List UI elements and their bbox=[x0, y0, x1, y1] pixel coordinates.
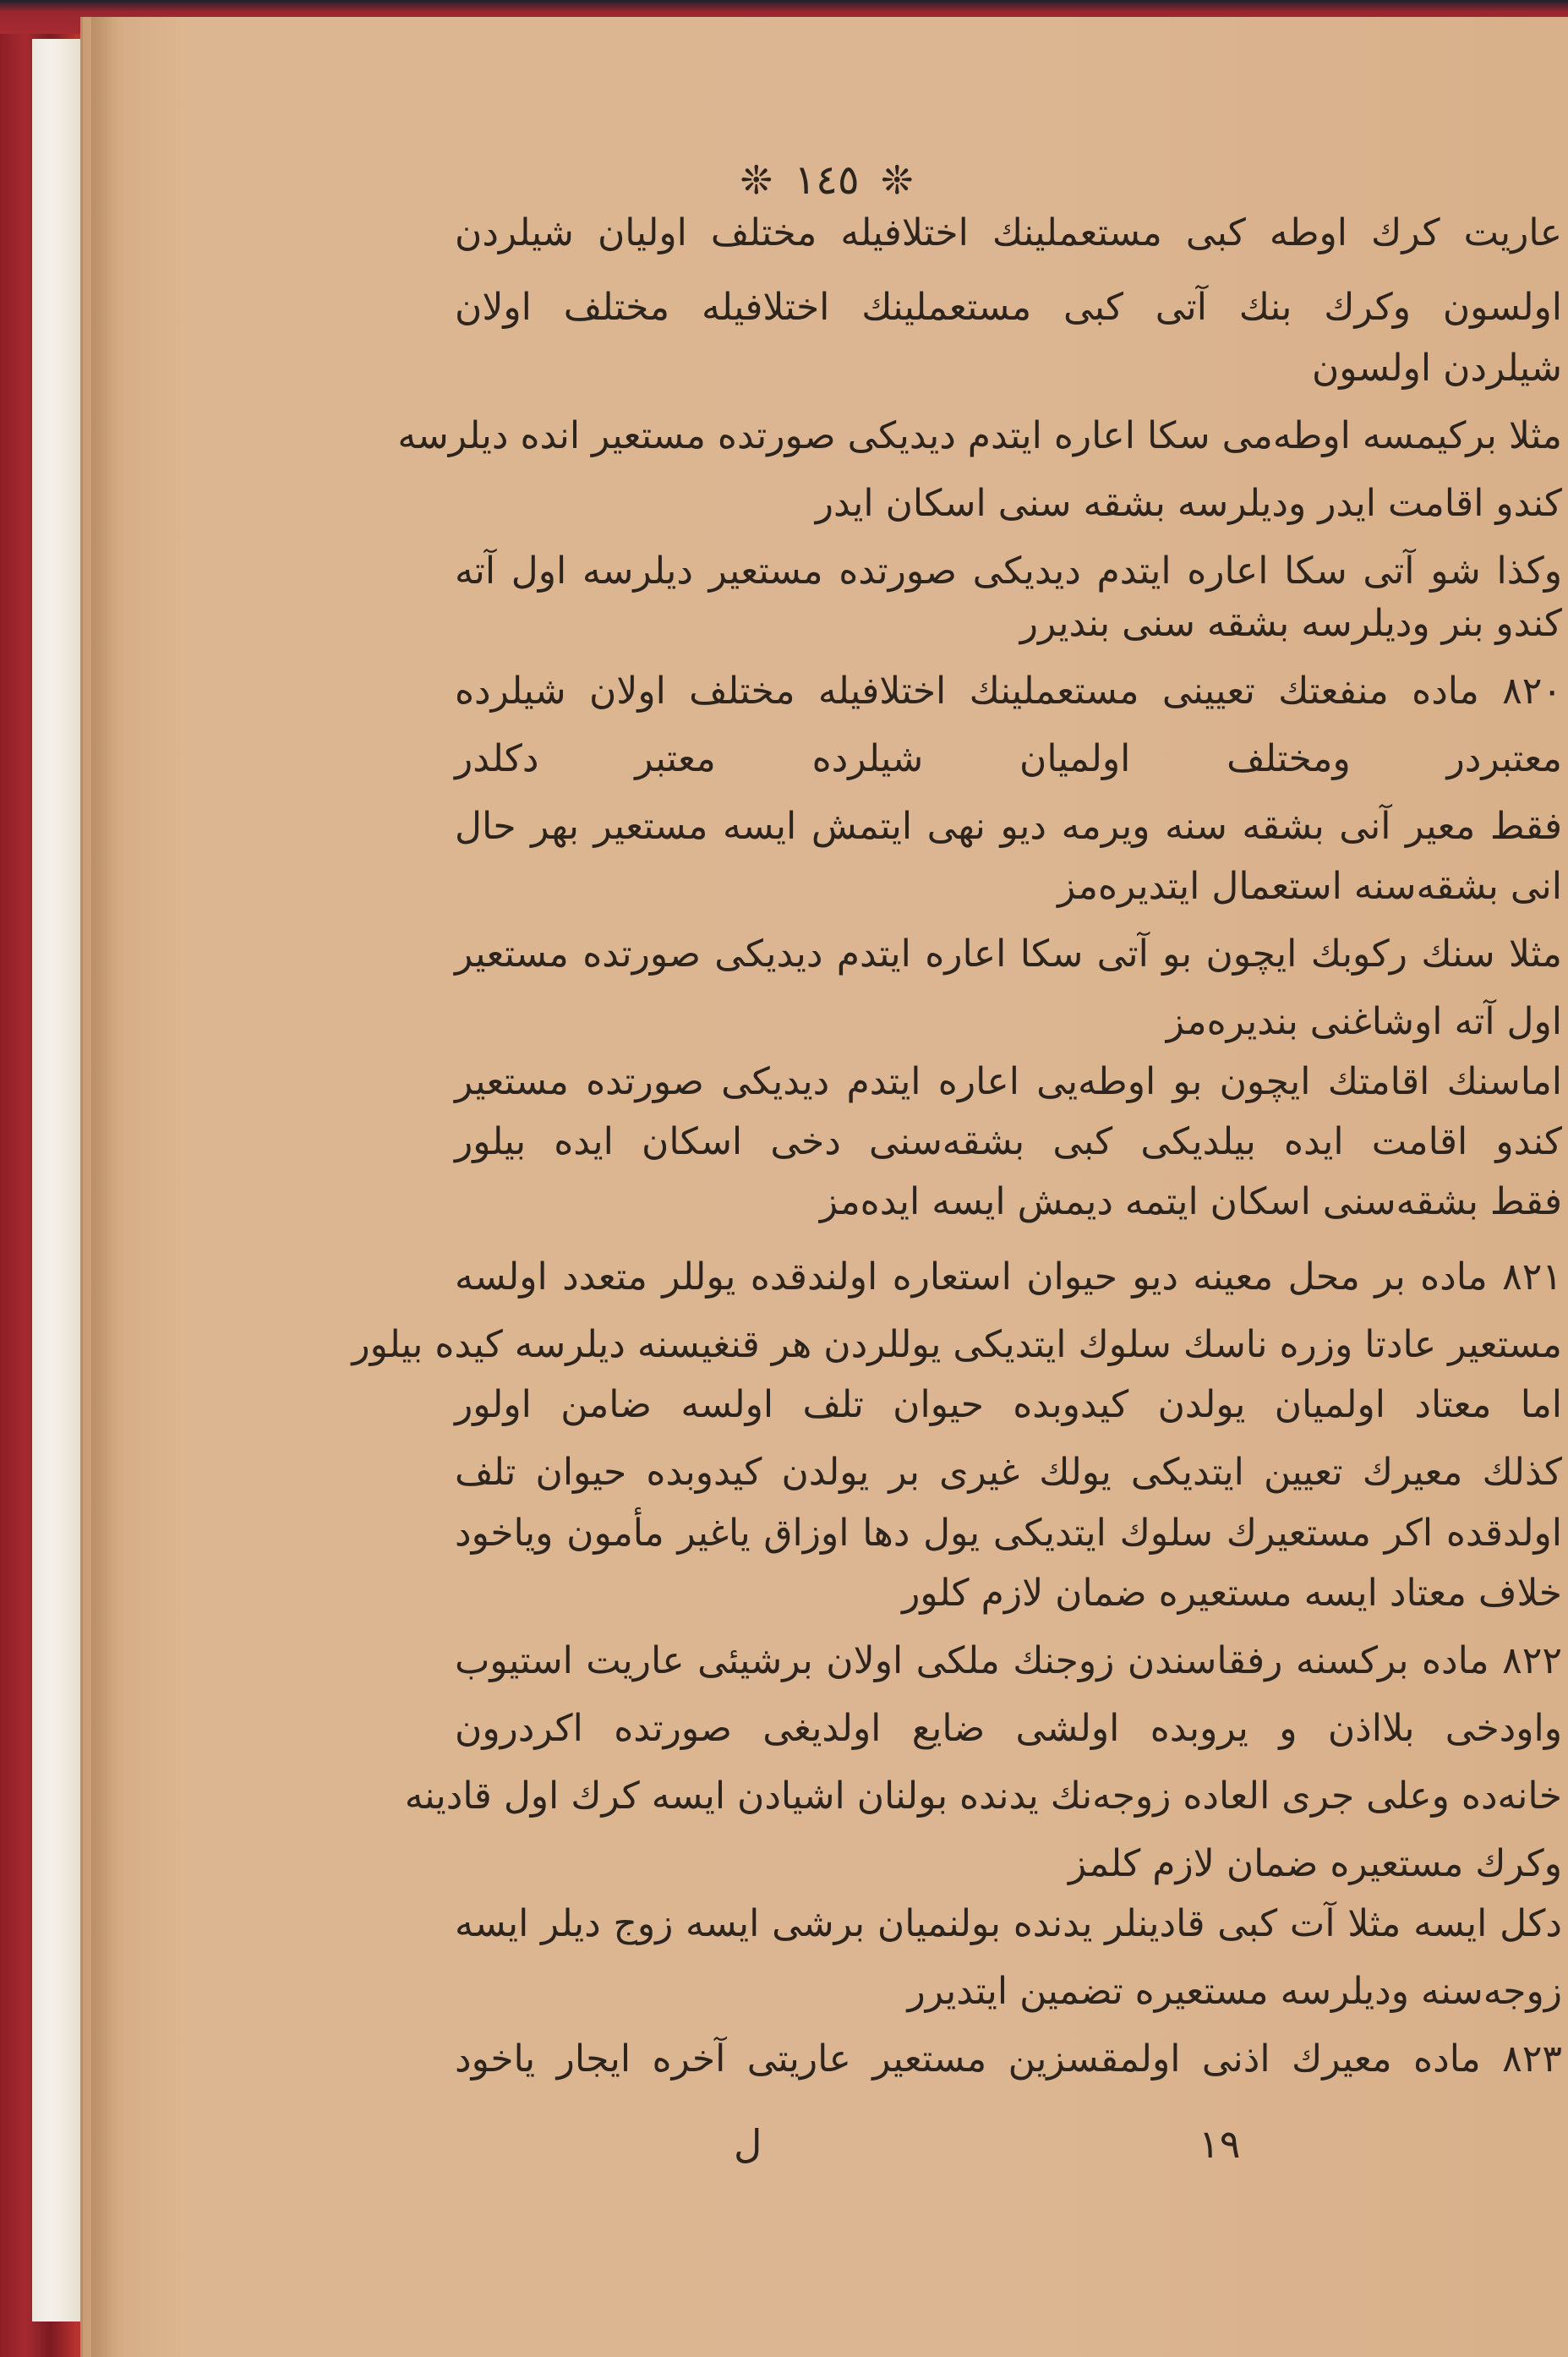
page-header bbox=[83, 156, 1568, 204]
text-line: اول آته اوشاغنی بندیره‌مز bbox=[1166, 1000, 1562, 1043]
text-line: ٨٢٣ ماده معیرك اذنی اولمقسزین مستعیر عاریتی آخره ایجار یاخود bbox=[455, 2037, 1562, 2081]
text-line: مستعیر عادتا وزره ناسك سلوك ایتدیكی یوللردن هر قنغیسنه دیلرسه كیده بیلور bbox=[352, 1323, 1562, 1366]
text-line: معتبردر ومختلف اولمیان شیلرده معتبر دكلدر bbox=[455, 737, 1562, 780]
text-line: واودخی بلااذن و یروبده اولشی ضایع اولدیغی صورتده اكردرون bbox=[455, 1707, 1562, 1750]
text-line: كندو اقامت ایده بیلدیكی كبی بشقه‌سنی دخی اسكان ایده بیلور bbox=[455, 1120, 1562, 1163]
page-edge bbox=[32, 39, 83, 2321]
text-line: وكرك مستعیره ضمان لازم كلمز bbox=[1068, 1842, 1562, 1885]
text-line: كندو بنر ودیلرسه بشقه سنی بندیرر bbox=[1019, 602, 1562, 645]
text-line: عاریت كرك اوطه كبی مستعملینك اختلافیله مختلف اولیان شیلردن bbox=[455, 211, 1562, 254]
text-line: انی بشقه‌سنه استعمال ایتدیره‌مز bbox=[1057, 865, 1562, 908]
text-line: كذلك معیرك تعیین ایتدیكی یولك غیری بر یولدن كیدوبده حیوان تلف bbox=[455, 1451, 1562, 1494]
text-line: اولسون وكرك بنك آتی كبی مستعملینك اختلافیله مختلف اولان bbox=[455, 286, 1562, 329]
text-line: شیلردن اولسون bbox=[1311, 347, 1562, 390]
ornament-left-icon: ❊ bbox=[740, 157, 773, 203]
text-line: مثلا بركیمسه اوطه‌می سكا اعاره ایتدم دیدیكی صورتده مستعیر انده دیلرسه bbox=[397, 414, 1562, 457]
text-line: اولدقده اكر مستعیرك سلوك ایتدیكی یول دها اوزاق یاغیر مأمون ویاخود bbox=[455, 1512, 1562, 1555]
text-line: فقط معیر آنی بشقه سنه ویرمه دیو نهی ایتمش ایسه مستعیر بهر حال bbox=[455, 805, 1562, 848]
text-line: اماسنك اقامتك ایچون بو اوطه‌یی اعاره ایتدم دیدیكی صورتده مستعیر bbox=[455, 1060, 1562, 1103]
text-line: خانه‌ده وعلی جری العاده زوجه‌نك یدنده بولنان اشیادن ایسه كرك اول قادینه bbox=[404, 1775, 1562, 1818]
text-line: ٨٢١ ماده بر محل معینه دیو حیوان استعاره اولندقده یوللر متعدد اولسه bbox=[455, 1255, 1562, 1299]
text-line: ٨٢٠ ماده منفعتك تعیینی مستعملینك اختلافیله مختلف اولان شیلرده bbox=[455, 670, 1562, 713]
text-line: خلاف معتاد ایسه مستعیره ضمان لازم كلور bbox=[902, 1572, 1562, 1615]
page-number: ١٤٥ bbox=[794, 156, 860, 204]
footer-signature-mark: ل bbox=[734, 2121, 762, 2167]
text-line: دكل ایسه مثلا آت كبی قادینلر یدنده بولنمیان برشی ایسه زوج دیلر ایسه bbox=[455, 1902, 1562, 1945]
text-line: كندو اقامت ایدر ودیلرسه بشقه سنی اسكان ایدر bbox=[815, 482, 1562, 525]
text-line: مثلا سنك ركوبك ایچون بو آتی سكا اعاره ایتدم دیدیكی صورتده مستعیر bbox=[455, 932, 1562, 976]
book-page bbox=[80, 17, 1568, 2357]
text-line: ٨٢٢ ماده بركسنه رفقاسندن زوجنك ملكی اولان برشیئی عاریت استیوب bbox=[455, 1639, 1562, 1682]
text-line: اما معتاد اولمیان یولدن كیدوبده حیوان تلف اولسه ضامن اولور bbox=[455, 1383, 1562, 1426]
footer-gathering-number: ١٩ bbox=[1199, 2121, 1241, 2167]
text-line: فقط بشقه‌سنی اسكان ایتمه دیمش ایسه ایده‌مز bbox=[819, 1180, 1562, 1223]
ornament-right-icon: ❊ bbox=[880, 157, 914, 203]
text-line: زوجه‌سنه ودیلرسه مستعیره تضمین ایتدیرر bbox=[907, 1970, 1562, 2013]
text-line: وكذا شو آتی سكا اعاره ایتدم دیدیكی صورتده مستعیر دیلرسه اول آته bbox=[455, 550, 1562, 593]
